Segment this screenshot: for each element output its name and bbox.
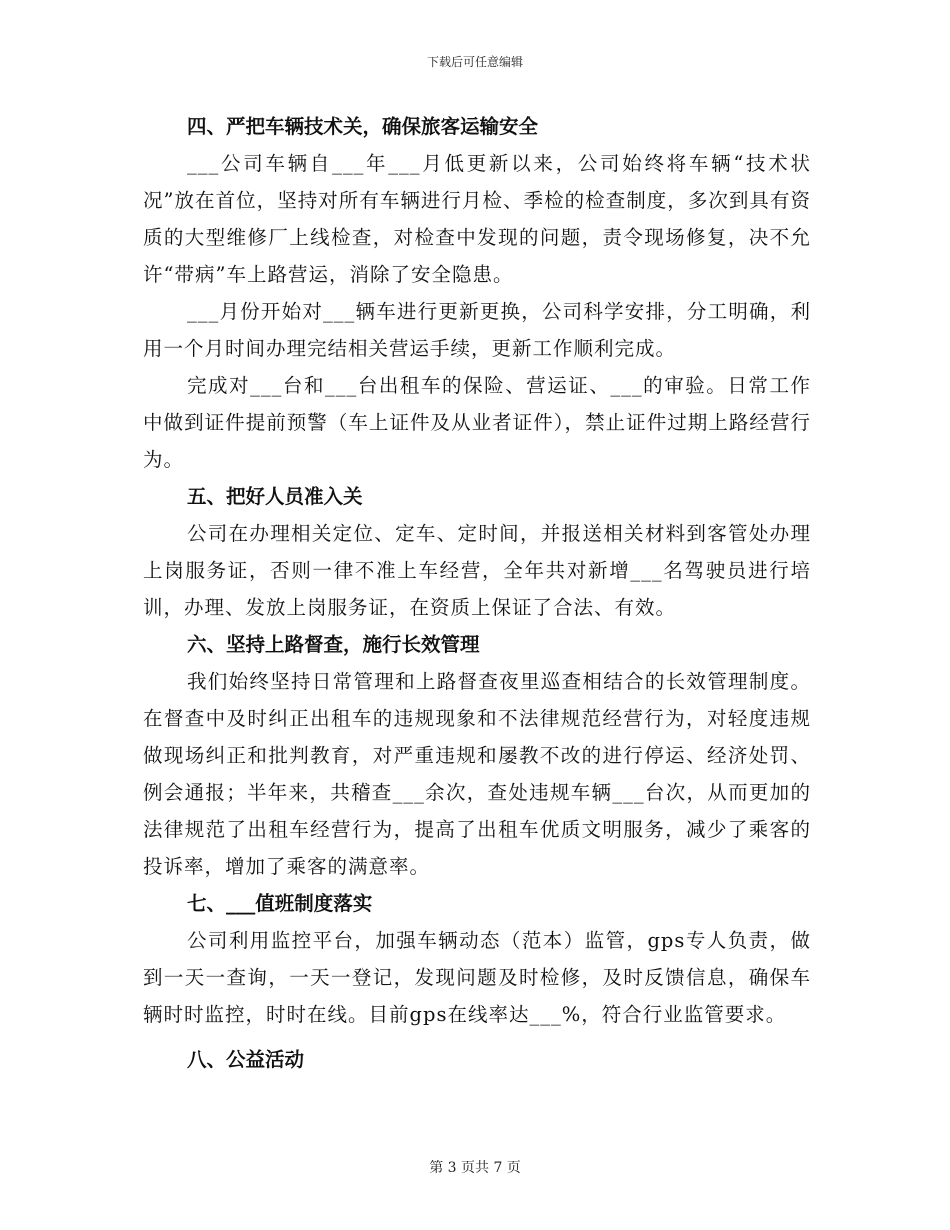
section-4-paragraph-3: 完成对___台和___台出租车的保险、营运证、___的审验。日常工作中做到证件提前预警（车上证件及从业者证件），禁止证件过期上路经营行为。 [143,374,811,471]
section-7-paragraph-1: 公司利用监控平台，加强车辆动态（范本）监管，gps专人负责，做到一天一查询，一天一登记，发现问题及时检修，及时反馈信息，确保车辆时时监控，时时在线。目前gps在线率达___%，符合行业监管要求。 [143,929,811,1026]
section-4-paragraph-2: ___月份开始对___辆车进行更新更换，公司科学安排，分工明确，利用一个月时间办理完结相关营运手续，更新工作顺利完成。 [143,300,811,360]
section-6-paragraph-1: 我们始终坚持日常管理和上路督查夜里巡查相结合的长效管理制度。在督查中及时纠正出租车的违规现象和不法律规范经营行为，对轻度违规做现场纠正和批判教育，对严重违规和屡教不改的进行停运、经济处罚、例会通报；半年来，共稽查___余次，查处违规车辆___台次，从而更加的法律规范了出租车经营行为，提高了出租车优质文明服务，减少了乘客的投诉率，增加了乘客的满意率。 [143,670,811,878]
document-body [143,108,811,1078]
section-heading-4: 四、严把车辆技术关，确保旅客运输安全 [187,115,539,138]
section-heading-6: 六、坚持上路督查，施行长效管理 [187,633,480,656]
section-heading-8: 八、公益活动 [187,1048,305,1071]
section-4-paragraph-1: ___公司车辆自___年___月低更新以来，公司始终将车辆“技术状况”放在首位，坚持对所有车辆进行月检、季检的检查制度，多次到具有资质的大型维修厂上线检查，对检查中发现的问题，责令现场修复，决不允许“带病”车上路营运，消除了安全隐患。 [143,152,811,286]
section-heading-5: 五、把好人员准入关 [187,485,363,508]
page-footer: 第 3 页共 7 页 [429,1160,521,1176]
page-header: 下载后可任意编辑 [426,55,523,69]
section-heading-7: 七、___值班制度落实 [187,892,373,915]
section-5-paragraph-1: 公司在办理相关定位、定车、定时间，并报送相关材料到客管处办理上岗服务证，否则一律不准上车经营，全年共对新增___名驾驶员进行培训，办理、发放上岗服务证，在资质上保证了合法、有效。 [143,522,811,619]
